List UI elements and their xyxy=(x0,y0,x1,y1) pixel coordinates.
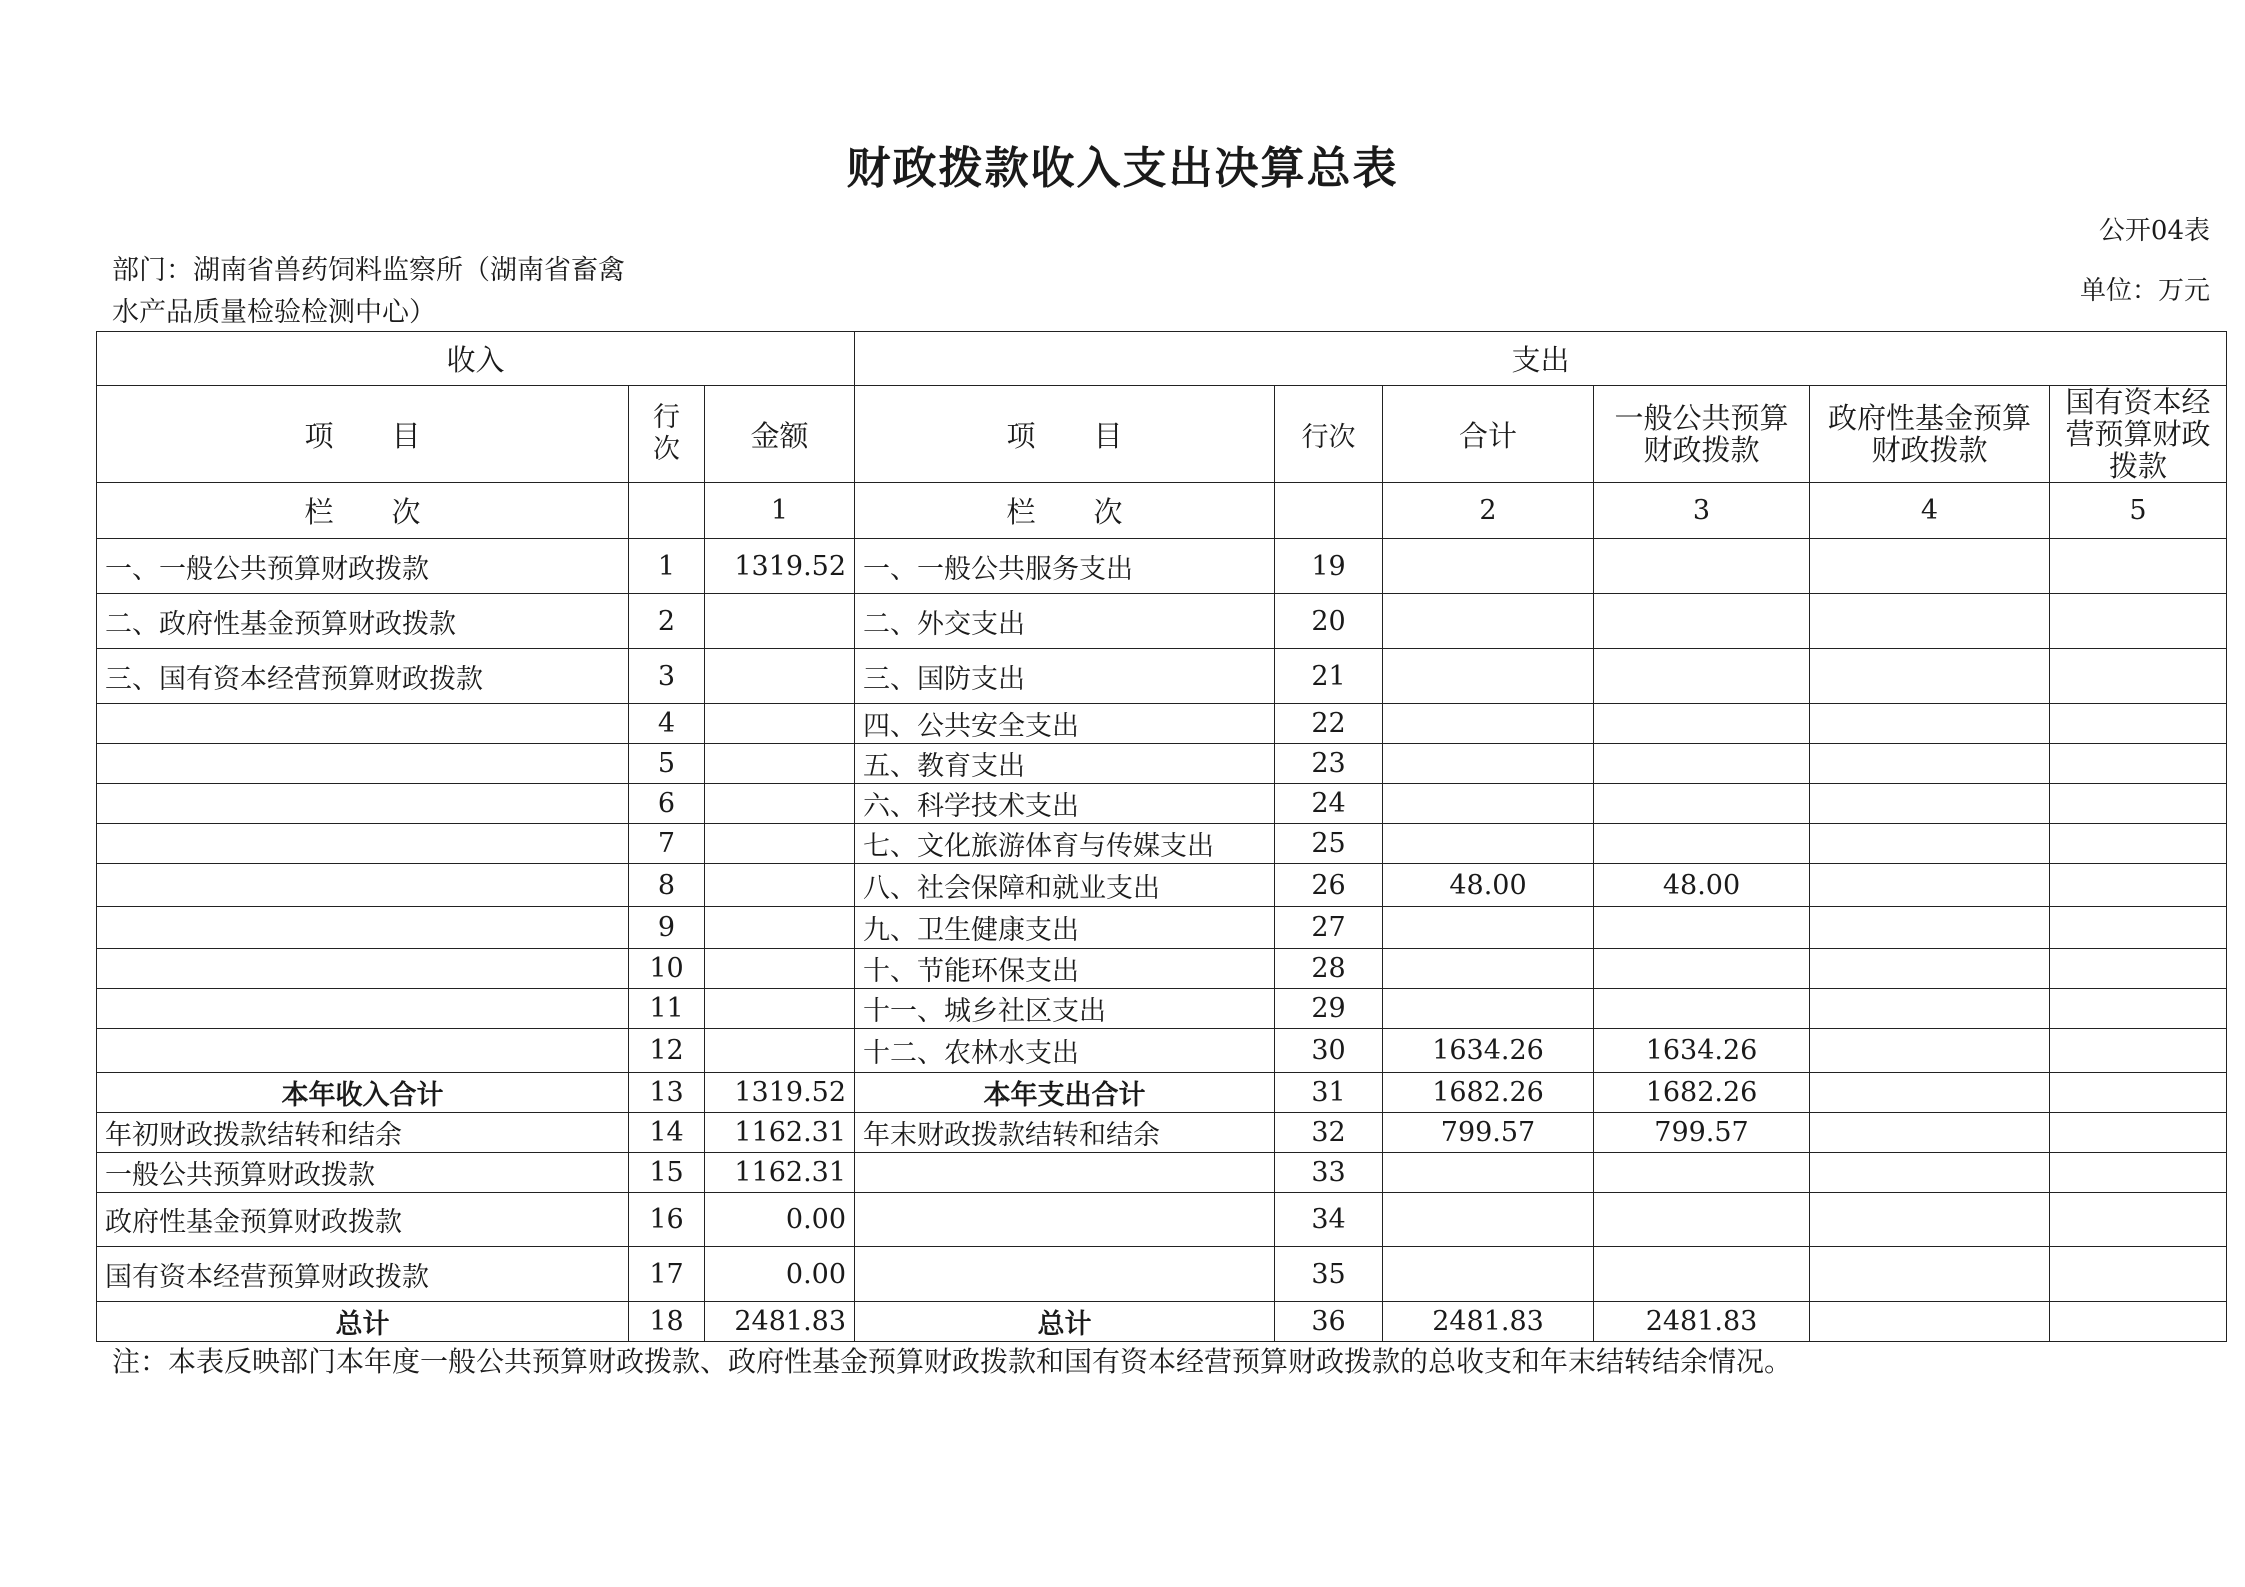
income-amount xyxy=(705,864,855,907)
page-title: 财政拨款收入支出决算总表 xyxy=(846,143,1399,194)
table-row xyxy=(97,1153,2227,1193)
expense-row-no: 34 xyxy=(1275,1193,1383,1247)
state-capital-amount xyxy=(2050,1247,2227,1302)
income-item xyxy=(97,864,629,907)
gov-fund-amount xyxy=(1810,949,2050,989)
state-capital-amount xyxy=(2050,1153,2227,1193)
income-item xyxy=(97,949,629,989)
expense-total xyxy=(1383,1247,1594,1302)
income-item xyxy=(97,744,629,784)
table-row xyxy=(97,784,2227,824)
general-budget-amount xyxy=(1594,744,1810,784)
income-amount xyxy=(705,949,855,989)
expense-total xyxy=(1383,1193,1594,1247)
expense-item: 四、公共安全支出 xyxy=(855,704,1275,744)
expense-total: 1634.26 xyxy=(1383,1029,1594,1073)
state-capital-amount xyxy=(2050,784,2227,824)
expense-item: 九、卫生健康支出 xyxy=(855,907,1275,949)
gov-fund-amount xyxy=(1810,649,2050,704)
income-amount: 0.00 xyxy=(705,1247,855,1302)
blank-cell xyxy=(629,483,705,539)
expense-total: 48.00 xyxy=(1383,864,1594,907)
expense-total xyxy=(1383,824,1594,864)
income-item xyxy=(97,1029,629,1073)
gov-fund-amount xyxy=(1810,784,2050,824)
state-capital-amount xyxy=(2050,1029,2227,1073)
column-number: 1 xyxy=(705,483,855,539)
expense-row-no: 30 xyxy=(1275,1029,1383,1073)
general-budget-amount: 799.57 xyxy=(1594,1113,1810,1153)
state-capital-amount xyxy=(2050,594,2227,649)
expense-item: 六、科学技术支出 xyxy=(855,784,1275,824)
column-label: 栏 次 xyxy=(97,483,629,539)
table-row xyxy=(97,824,2227,864)
expense-item: 五、教育支出 xyxy=(855,744,1275,784)
income-item-header: 项 目 xyxy=(97,386,629,483)
income-row-no: 18 xyxy=(629,1302,705,1342)
expense-item xyxy=(855,1193,1275,1247)
expense-item: 一、一般公共服务支出 xyxy=(855,539,1275,594)
table-row xyxy=(97,594,2227,649)
income-row-no: 9 xyxy=(629,907,705,949)
general-budget-amount xyxy=(1594,1247,1810,1302)
expense-row-no: 32 xyxy=(1275,1113,1383,1153)
income-item: 一般公共预算财政拨款 xyxy=(97,1153,629,1193)
gov-fund-amount xyxy=(1810,1153,2050,1193)
income-row-no: 17 xyxy=(629,1247,705,1302)
expense-total xyxy=(1383,649,1594,704)
income-row-no: 4 xyxy=(629,704,705,744)
income-item xyxy=(97,824,629,864)
income-header: 收入 xyxy=(97,332,855,386)
expense-item: 十、节能环保支出 xyxy=(855,949,1275,989)
expense-row-no: 25 xyxy=(1275,824,1383,864)
expense-total xyxy=(1383,1153,1594,1193)
general-budget-amount xyxy=(1594,989,1810,1029)
expense-item: 三、国防支出 xyxy=(855,649,1275,704)
general-budget-amount: 1634.26 xyxy=(1594,1029,1810,1073)
column-number: 4 xyxy=(1810,483,2050,539)
table-row xyxy=(97,1073,2227,1113)
income-item: 本年收入合计 xyxy=(97,1073,629,1113)
expense-total: 799.57 xyxy=(1383,1113,1594,1153)
general-budget-amount xyxy=(1594,704,1810,744)
state-capital-amount xyxy=(2050,704,2227,744)
income-row-no: 10 xyxy=(629,949,705,989)
table-row xyxy=(97,744,2227,784)
state-capital-amount xyxy=(2050,1113,2227,1153)
income-amount: 1319.52 xyxy=(705,539,855,594)
expense-item: 十二、农林水支出 xyxy=(855,1029,1275,1073)
table-row xyxy=(97,1247,2227,1302)
state-capital-amount xyxy=(2050,1073,2227,1113)
expense-row-no: 33 xyxy=(1275,1153,1383,1193)
general-budget-amount: 2481.83 xyxy=(1594,1302,1810,1342)
income-item: 二、政府性基金预算财政拨款 xyxy=(97,594,629,649)
expense-row-no: 19 xyxy=(1275,539,1383,594)
table-row xyxy=(97,1029,2227,1073)
expense-row-no: 35 xyxy=(1275,1247,1383,1302)
expense-row-no: 20 xyxy=(1275,594,1383,649)
income-amount: 1162.31 xyxy=(705,1113,855,1153)
general-budget-amount: 48.00 xyxy=(1594,864,1810,907)
column-label: 栏 次 xyxy=(855,483,1275,539)
income-item: 年初财政拨款结转和结余 xyxy=(97,1113,629,1153)
expense-item: 十一、城乡社区支出 xyxy=(855,989,1275,1029)
table-row xyxy=(97,1113,2227,1153)
general-budget-amount xyxy=(1594,907,1810,949)
expense-row-no: 23 xyxy=(1275,744,1383,784)
expense-row-no: 36 xyxy=(1275,1302,1383,1342)
column-number: 3 xyxy=(1594,483,1810,539)
general-budget-amount xyxy=(1594,594,1810,649)
income-item xyxy=(97,907,629,949)
income-row-no: 8 xyxy=(629,864,705,907)
expense-row-no: 21 xyxy=(1275,649,1383,704)
expense-total xyxy=(1383,704,1594,744)
expense-item: 八、社会保障和就业支出 xyxy=(855,864,1275,907)
table-row xyxy=(97,864,2227,907)
income-row-no: 5 xyxy=(629,744,705,784)
gov-fund-amount xyxy=(1810,824,2050,864)
income-row-no: 14 xyxy=(629,1113,705,1153)
income-amount xyxy=(705,704,855,744)
state-capital-amount xyxy=(2050,649,2227,704)
expense-item-header: 项 目 xyxy=(855,386,1275,483)
table-row xyxy=(97,949,2227,989)
column-number: 2 xyxy=(1383,483,1594,539)
income-row-no: 6 xyxy=(629,784,705,824)
table-row xyxy=(97,539,2227,594)
income-item: 总计 xyxy=(97,1302,629,1342)
table-row xyxy=(97,649,2227,704)
income-row-no: 12 xyxy=(629,1029,705,1073)
gov-fund-amount xyxy=(1810,1247,2050,1302)
income-amount: 2481.83 xyxy=(705,1302,855,1342)
gov-fund-amount xyxy=(1810,594,2050,649)
total-header: 合计 xyxy=(1383,386,1594,483)
blank-cell xyxy=(1275,483,1383,539)
unit-label: 单位：万元 xyxy=(2079,276,2210,306)
income-amount xyxy=(705,907,855,949)
expense-total xyxy=(1383,784,1594,824)
income-row-no: 11 xyxy=(629,989,705,1029)
income-amount xyxy=(705,784,855,824)
expense-row-no: 28 xyxy=(1275,949,1383,989)
state-capital-amount xyxy=(2050,989,2227,1029)
income-item xyxy=(97,704,629,744)
general-budget-amount xyxy=(1594,949,1810,989)
general-budget-amount xyxy=(1594,1153,1810,1193)
state-capital-amount xyxy=(2050,539,2227,594)
expense-item: 二、外交支出 xyxy=(855,594,1275,649)
gov-fund-amount xyxy=(1810,1113,2050,1153)
state-capital-amount xyxy=(2050,1302,2227,1342)
income-item xyxy=(97,989,629,1029)
table-row xyxy=(97,989,2227,1029)
gov-fund-amount xyxy=(1810,989,2050,1029)
expense-item xyxy=(855,1153,1275,1193)
expense-item: 年末财政拨款结转和结余 xyxy=(855,1113,1275,1153)
state-capital-amount xyxy=(2050,1193,2227,1247)
table-row xyxy=(97,1302,2227,1342)
expense-row-no-header: 行次 xyxy=(1275,386,1383,483)
gov-fund-header: 政府性基金预算财政拨款 xyxy=(1810,386,2050,483)
income-amount xyxy=(705,744,855,784)
department-label: 部门：湖南省兽药饲料监察所（湖南省畜禽水产品质量检验检测中心） xyxy=(112,255,625,328)
income-amount xyxy=(705,989,855,1029)
general-budget-amount xyxy=(1594,824,1810,864)
income-amount: 1319.52 xyxy=(705,1073,855,1113)
expense-total xyxy=(1383,989,1594,1029)
expense-item xyxy=(855,1247,1275,1302)
gov-fund-amount xyxy=(1810,744,2050,784)
income-row-no: 1 xyxy=(629,539,705,594)
income-item: 政府性基金预算财政拨款 xyxy=(97,1193,629,1247)
expense-total xyxy=(1383,907,1594,949)
income-row-no: 2 xyxy=(629,594,705,649)
income-row-no: 15 xyxy=(629,1153,705,1193)
state-capital-amount xyxy=(2050,864,2227,907)
expense-item: 七、文化旅游体育与传媒支出 xyxy=(855,824,1275,864)
income-amount: 0.00 xyxy=(705,1193,855,1247)
general-budget-amount xyxy=(1594,1193,1810,1247)
column-number: 5 xyxy=(2050,483,2227,539)
gov-fund-amount xyxy=(1810,864,2050,907)
table-row xyxy=(97,1193,2227,1247)
expense-total: 2481.83 xyxy=(1383,1302,1594,1342)
state-capital-amount xyxy=(2050,949,2227,989)
general-budget-amount xyxy=(1594,649,1810,704)
expense-row-no: 27 xyxy=(1275,907,1383,949)
budget-table xyxy=(96,331,2227,1342)
income-amount xyxy=(705,1029,855,1073)
expense-header: 支出 xyxy=(855,332,2227,386)
income-row-no: 7 xyxy=(629,824,705,864)
income-item: 一、一般公共预算财政拨款 xyxy=(97,539,629,594)
expense-total xyxy=(1383,744,1594,784)
expense-row-no: 26 xyxy=(1275,864,1383,907)
table-row xyxy=(97,907,2227,949)
state-capital-amount xyxy=(2050,744,2227,784)
income-amount xyxy=(705,824,855,864)
income-item xyxy=(97,784,629,824)
income-row-no: 16 xyxy=(629,1193,705,1247)
expense-total xyxy=(1383,594,1594,649)
amount-header: 金额 xyxy=(705,386,855,483)
state-capital-amount xyxy=(2050,824,2227,864)
general-budget-amount: 1682.26 xyxy=(1594,1073,1810,1113)
expense-item: 本年支出合计 xyxy=(855,1073,1275,1113)
expense-item: 总计 xyxy=(855,1302,1275,1342)
income-row-no: 3 xyxy=(629,649,705,704)
gov-fund-amount xyxy=(1810,539,2050,594)
gov-fund-amount xyxy=(1810,907,2050,949)
expense-row-no: 24 xyxy=(1275,784,1383,824)
income-item: 三、国有资本经营预算财政拨款 xyxy=(97,649,629,704)
income-amount xyxy=(705,594,855,649)
gov-fund-amount xyxy=(1810,1073,2050,1113)
general-budget-amount xyxy=(1594,539,1810,594)
expense-total: 1682.26 xyxy=(1383,1073,1594,1113)
table-row xyxy=(97,704,2227,744)
footnote: 注：本表反映部门本年度一般公共预算财政拨款、政府性基金预算财政拨款和国有资本经营预算财政拨款的总收支和年末结转结余情况。 xyxy=(112,1345,1793,1378)
expense-total xyxy=(1383,539,1594,594)
general-budget-amount xyxy=(1594,784,1810,824)
income-row-no-header: 行次 xyxy=(629,386,705,483)
income-item: 国有资本经营预算财政拨款 xyxy=(97,1247,629,1302)
income-amount: 1162.31 xyxy=(705,1153,855,1193)
general-budget-header: 一般公共预算财政拨款 xyxy=(1594,386,1810,483)
gov-fund-amount xyxy=(1810,704,2050,744)
expense-total xyxy=(1383,949,1594,989)
gov-fund-amount xyxy=(1810,1302,2050,1342)
expense-row-no: 22 xyxy=(1275,704,1383,744)
income-row-no: 13 xyxy=(629,1073,705,1113)
expense-row-no: 29 xyxy=(1275,989,1383,1029)
state-capital-header: 国有资本经营预算财政拨款 xyxy=(2050,386,2227,483)
state-capital-amount xyxy=(2050,907,2227,949)
income-amount xyxy=(705,649,855,704)
gov-fund-amount xyxy=(1810,1193,2050,1247)
expense-row-no: 31 xyxy=(1275,1073,1383,1113)
form-number: 公开04表 xyxy=(2098,216,2210,246)
gov-fund-amount xyxy=(1810,1029,2050,1073)
